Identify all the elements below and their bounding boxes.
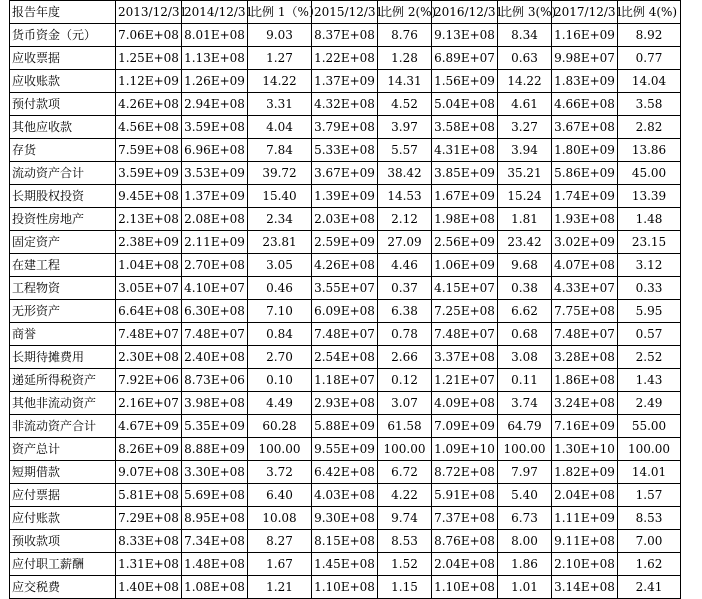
value-cell: 3.07 <box>378 392 432 415</box>
value-cell: 0.11 <box>498 369 552 392</box>
table-row <box>10 24 681 47</box>
value-cell: 14.04 <box>618 70 681 93</box>
value-cell: 9.03 <box>248 24 312 47</box>
value-cell: 7.48E+07 <box>116 323 182 346</box>
value-cell: 7.84 <box>248 139 312 162</box>
value-cell: 9.13E+08 <box>432 24 498 47</box>
table-row <box>10 323 681 346</box>
value-cell: 1.30E+10 <box>552 438 618 461</box>
value-cell: 2.30E+08 <box>116 346 182 369</box>
value-cell: 7.97 <box>498 461 552 484</box>
value-cell: 4.56E+08 <box>116 116 182 139</box>
value-cell: 4.31E+08 <box>432 139 498 162</box>
table-row <box>10 47 681 70</box>
value-cell: 14.22 <box>498 70 552 93</box>
value-cell: 9.74 <box>378 507 432 530</box>
row-label-cell: 商誉 <box>10 323 116 346</box>
value-cell: 1.31E+08 <box>116 553 182 576</box>
value-cell: 8.27 <box>248 530 312 553</box>
row-label-cell: 应收票据 <box>10 47 116 70</box>
value-cell: 1.39E+09 <box>312 185 378 208</box>
value-cell: 1.28 <box>378 47 432 70</box>
value-cell: 38.42 <box>378 162 432 185</box>
value-cell: 1.04E+08 <box>116 254 182 277</box>
value-cell: 14.01 <box>618 461 681 484</box>
value-cell: 4.09E+08 <box>432 392 498 415</box>
value-cell: 1.16E+09 <box>552 24 618 47</box>
value-cell: 2.34 <box>248 208 312 231</box>
value-cell: 1.80E+09 <box>552 139 618 162</box>
row-label-cell: 无形资产 <box>10 300 116 323</box>
row-label-cell: 非流动资产合计 <box>10 415 116 438</box>
row-label-cell: 预收款项 <box>10 530 116 553</box>
value-cell: 1.13E+08 <box>182 47 248 70</box>
value-cell: 1.08E+08 <box>182 576 248 599</box>
value-cell: 1.56E+09 <box>432 70 498 93</box>
value-cell: 8.76 <box>378 24 432 47</box>
value-cell: 5.91E+08 <box>432 484 498 507</box>
row-label-cell: 其他非流动资产 <box>10 392 116 415</box>
table-body <box>10 1 681 599</box>
value-cell: 5.04E+08 <box>432 93 498 116</box>
row-label-cell: 短期借款 <box>10 461 116 484</box>
table-row <box>10 438 681 461</box>
value-cell: 4.26E+08 <box>116 93 182 116</box>
value-cell: 7.09E+09 <box>432 415 498 438</box>
value-cell: 2.12 <box>378 208 432 231</box>
value-cell: 23.15 <box>618 231 681 254</box>
table-row <box>10 553 681 576</box>
value-cell: 1.81 <box>498 208 552 231</box>
value-cell: 1.57 <box>618 484 681 507</box>
value-cell: 3.59E+09 <box>116 162 182 185</box>
value-cell: 13.86 <box>618 139 681 162</box>
value-cell: 6.38 <box>378 300 432 323</box>
value-cell: 2.52 <box>618 346 681 369</box>
table-row <box>10 208 681 231</box>
value-cell: 4.03E+08 <box>312 484 378 507</box>
value-cell: 6.96E+08 <box>182 139 248 162</box>
value-cell: 3.30E+08 <box>182 461 248 484</box>
value-cell: 100.00 <box>378 438 432 461</box>
value-cell: 6.89E+07 <box>432 47 498 70</box>
value-cell: 2.41 <box>618 576 681 599</box>
value-cell: 23.42 <box>498 231 552 254</box>
value-cell: 1.86E+08 <box>552 369 618 392</box>
table-row <box>10 185 681 208</box>
value-cell: 1.26E+09 <box>182 70 248 93</box>
value-cell: 8.88E+09 <box>182 438 248 461</box>
table-row <box>10 346 681 369</box>
table-row <box>10 576 681 599</box>
value-cell: 5.40 <box>498 484 552 507</box>
table-row <box>10 139 681 162</box>
value-cell: 6.40 <box>248 484 312 507</box>
value-cell: 8.53 <box>618 507 681 530</box>
value-cell: 3.31 <box>248 93 312 116</box>
value-cell: 4.61 <box>498 93 552 116</box>
row-label-cell: 应交税费 <box>10 576 116 599</box>
value-cell: 0.78 <box>378 323 432 346</box>
value-cell: 0.38 <box>498 277 552 300</box>
header-cell: 2017/12/31 <box>552 1 618 24</box>
row-label-cell: 投资性房地产 <box>10 208 116 231</box>
value-cell: 3.08 <box>498 346 552 369</box>
value-cell: 7.10 <box>248 300 312 323</box>
row-label-cell: 递延所得税资产 <box>10 369 116 392</box>
value-cell: 6.64E+08 <box>116 300 182 323</box>
value-cell: 1.22E+08 <box>312 47 378 70</box>
value-cell: 5.57 <box>378 139 432 162</box>
value-cell: 1.12E+09 <box>116 70 182 93</box>
header-cell: 比例 1（%） <box>248 1 312 24</box>
value-cell: 2.04E+08 <box>552 484 618 507</box>
value-cell: 8.34 <box>498 24 552 47</box>
value-cell: 4.32E+08 <box>312 93 378 116</box>
table-row <box>10 277 681 300</box>
value-cell: 6.62 <box>498 300 552 323</box>
value-cell: 1.93E+08 <box>552 208 618 231</box>
header-cell: 2016/12/31 <box>432 1 498 24</box>
value-cell: 27.09 <box>378 231 432 254</box>
value-cell: 3.37E+08 <box>432 346 498 369</box>
value-cell: 7.16E+09 <box>552 415 618 438</box>
value-cell: 14.31 <box>378 70 432 93</box>
row-label-cell: 固定资产 <box>10 231 116 254</box>
value-cell: 3.72 <box>248 461 312 484</box>
value-cell: 1.01 <box>498 576 552 599</box>
value-cell: 1.21E+07 <box>432 369 498 392</box>
value-cell: 3.58 <box>618 93 681 116</box>
header-cell: 2013/12/31 <box>116 1 182 24</box>
value-cell: 8.33E+08 <box>116 530 182 553</box>
row-label-cell: 应付账款 <box>10 507 116 530</box>
table-row <box>10 116 681 139</box>
value-cell: 8.37E+08 <box>312 24 378 47</box>
sheet-right-border <box>680 0 681 562</box>
row-label-cell: 资产总计 <box>10 438 116 461</box>
value-cell: 1.09E+10 <box>432 438 498 461</box>
value-cell: 100.00 <box>248 438 312 461</box>
value-cell: 1.06E+09 <box>432 254 498 277</box>
value-cell: 2.03E+08 <box>312 208 378 231</box>
value-cell: 3.98E+08 <box>182 392 248 415</box>
value-cell: 1.15 <box>378 576 432 599</box>
value-cell: 3.74 <box>498 392 552 415</box>
value-cell: 35.21 <box>498 162 552 185</box>
value-cell: 2.38E+09 <box>116 231 182 254</box>
value-cell: 1.18E+07 <box>312 369 378 392</box>
value-cell: 3.85E+09 <box>432 162 498 185</box>
value-cell: 4.49 <box>248 392 312 415</box>
value-cell: 2.82 <box>618 116 681 139</box>
value-cell: 3.05 <box>248 254 312 277</box>
value-cell: 1.27 <box>248 47 312 70</box>
value-cell: 2.49 <box>618 392 681 415</box>
value-cell: 39.72 <box>248 162 312 185</box>
value-cell: 7.59E+08 <box>116 139 182 162</box>
value-cell: 3.58E+08 <box>432 116 498 139</box>
value-cell: 1.98E+08 <box>432 208 498 231</box>
value-cell: 7.25E+08 <box>432 300 498 323</box>
value-cell: 1.67 <box>248 553 312 576</box>
value-cell: 1.37E+09 <box>182 185 248 208</box>
row-label-cell: 应收账款 <box>10 70 116 93</box>
value-cell: 9.11E+08 <box>552 530 618 553</box>
value-cell: 5.33E+08 <box>312 139 378 162</box>
table-row <box>10 231 681 254</box>
value-cell: 8.76E+08 <box>432 530 498 553</box>
value-cell: 0.84 <box>248 323 312 346</box>
value-cell: 5.81E+08 <box>116 484 182 507</box>
value-cell: 2.08E+08 <box>182 208 248 231</box>
value-cell: 3.79E+08 <box>312 116 378 139</box>
value-cell: 9.98E+07 <box>552 47 618 70</box>
value-cell: 1.10E+08 <box>432 576 498 599</box>
value-cell: 1.25E+08 <box>116 47 182 70</box>
value-cell: 2.04E+08 <box>432 553 498 576</box>
value-cell: 6.09E+08 <box>312 300 378 323</box>
value-cell: 9.68 <box>498 254 552 277</box>
value-cell: 1.67E+09 <box>432 185 498 208</box>
value-cell: 100.00 <box>618 438 681 461</box>
value-cell: 4.10E+07 <box>182 277 248 300</box>
value-cell: 61.58 <box>378 415 432 438</box>
table-row <box>10 484 681 507</box>
value-cell: 3.55E+07 <box>312 277 378 300</box>
row-label-cell: 存货 <box>10 139 116 162</box>
value-cell: 1.10E+08 <box>312 576 378 599</box>
value-cell: 1.37E+09 <box>312 70 378 93</box>
table-row <box>10 530 681 553</box>
value-cell: 9.30E+08 <box>312 507 378 530</box>
value-cell: 2.93E+08 <box>312 392 378 415</box>
value-cell: 8.15E+08 <box>312 530 378 553</box>
value-cell: 3.97 <box>378 116 432 139</box>
value-cell: 6.30E+08 <box>182 300 248 323</box>
value-cell: 1.43 <box>618 369 681 392</box>
value-cell: 9.07E+08 <box>116 461 182 484</box>
row-label-cell: 流动资产合计 <box>10 162 116 185</box>
value-cell: 14.53 <box>378 185 432 208</box>
header-cell: 比例 3(%) <box>498 1 552 24</box>
value-cell: 4.26E+08 <box>312 254 378 277</box>
value-cell: 1.48 <box>618 208 681 231</box>
row-label-cell: 长期待摊费用 <box>10 346 116 369</box>
value-cell: 4.22 <box>378 484 432 507</box>
table-row <box>10 392 681 415</box>
row-label-cell: 长期股权投资 <box>10 185 116 208</box>
value-cell: 8.73E+06 <box>182 369 248 392</box>
value-cell: 7.29E+08 <box>116 507 182 530</box>
value-cell: 1.52 <box>378 553 432 576</box>
table-row <box>10 70 681 93</box>
header-cell: 比例 4(%) <box>618 1 681 24</box>
value-cell: 1.48E+08 <box>182 553 248 576</box>
value-cell: 4.52 <box>378 93 432 116</box>
table-row <box>10 507 681 530</box>
value-cell: 55.00 <box>618 415 681 438</box>
value-cell: 0.33 <box>618 277 681 300</box>
value-cell: 3.59E+08 <box>182 116 248 139</box>
table-row <box>10 162 681 185</box>
header-row <box>10 1 681 24</box>
row-label-cell: 预付款项 <box>10 93 116 116</box>
value-cell: 5.35E+09 <box>182 415 248 438</box>
value-cell: 2.13E+08 <box>116 208 182 231</box>
value-cell: 7.48E+07 <box>432 323 498 346</box>
value-cell: 0.57 <box>618 323 681 346</box>
header-cell: 比例 2(%) <box>378 1 432 24</box>
value-cell: 4.46 <box>378 254 432 277</box>
value-cell: 6.42E+08 <box>312 461 378 484</box>
value-cell: 2.70E+08 <box>182 254 248 277</box>
value-cell: 2.94E+08 <box>182 93 248 116</box>
value-cell: 8.53 <box>378 530 432 553</box>
value-cell: 1.86 <box>498 553 552 576</box>
value-cell: 2.54E+08 <box>312 346 378 369</box>
table-row <box>10 254 681 277</box>
value-cell: 3.67E+09 <box>312 162 378 185</box>
table-row <box>10 300 681 323</box>
row-label-cell: 应付票据 <box>10 484 116 507</box>
value-cell: 5.69E+08 <box>182 484 248 507</box>
value-cell: 8.92 <box>618 24 681 47</box>
value-cell: 9.45E+08 <box>116 185 182 208</box>
value-cell: 60.28 <box>248 415 312 438</box>
value-cell: 2.66 <box>378 346 432 369</box>
table-row <box>10 461 681 484</box>
value-cell: 23.81 <box>248 231 312 254</box>
value-cell: 4.15E+07 <box>432 277 498 300</box>
value-cell: 14.22 <box>248 70 312 93</box>
value-cell: 3.94 <box>498 139 552 162</box>
value-cell: 2.70 <box>248 346 312 369</box>
financial-table-sheet <box>9 0 681 599</box>
row-label-cell: 工程物资 <box>10 277 116 300</box>
value-cell: 0.68 <box>498 323 552 346</box>
balance-sheet-table <box>9 0 681 599</box>
value-cell: 2.56E+09 <box>432 231 498 254</box>
value-cell: 0.12 <box>378 369 432 392</box>
value-cell: 3.27 <box>498 116 552 139</box>
value-cell: 3.12 <box>618 254 681 277</box>
value-cell: 3.67E+08 <box>552 116 618 139</box>
value-cell: 7.48E+07 <box>552 323 618 346</box>
value-cell: 8.72E+08 <box>432 461 498 484</box>
value-cell: 5.88E+09 <box>312 415 378 438</box>
value-cell: 9.55E+09 <box>312 438 378 461</box>
value-cell: 45.00 <box>618 162 681 185</box>
value-cell: 5.95 <box>618 300 681 323</box>
value-cell: 2.40E+08 <box>182 346 248 369</box>
value-cell: 10.08 <box>248 507 312 530</box>
value-cell: 4.07E+08 <box>552 254 618 277</box>
value-cell: 4.04 <box>248 116 312 139</box>
row-label-cell: 其他应收款 <box>10 116 116 139</box>
value-cell: 7.48E+07 <box>312 323 378 346</box>
value-cell: 7.34E+08 <box>182 530 248 553</box>
table-row <box>10 369 681 392</box>
value-cell: 15.24 <box>498 185 552 208</box>
value-cell: 100.00 <box>498 438 552 461</box>
header-cell: 2015/12/31 <box>312 1 378 24</box>
value-cell: 6.72 <box>378 461 432 484</box>
value-cell: 7.06E+08 <box>116 24 182 47</box>
value-cell: 7.48E+07 <box>182 323 248 346</box>
header-cell: 报告年度 <box>10 1 116 24</box>
value-cell: 0.63 <box>498 47 552 70</box>
row-label-cell: 货币资金（元） <box>10 24 116 47</box>
value-cell: 8.01E+08 <box>182 24 248 47</box>
value-cell: 7.92E+06 <box>116 369 182 392</box>
value-cell: 0.46 <box>248 277 312 300</box>
value-cell: 1.11E+09 <box>552 507 618 530</box>
value-cell: 4.67E+09 <box>116 415 182 438</box>
value-cell: 6.73 <box>498 507 552 530</box>
value-cell: 8.95E+08 <box>182 507 248 530</box>
value-cell: 0.10 <box>248 369 312 392</box>
value-cell: 8.00 <box>498 530 552 553</box>
value-cell: 2.11E+09 <box>182 231 248 254</box>
value-cell: 13.39 <box>618 185 681 208</box>
value-cell: 1.40E+08 <box>116 576 182 599</box>
value-cell: 2.59E+09 <box>312 231 378 254</box>
value-cell: 2.16E+07 <box>116 392 182 415</box>
value-cell: 4.33E+07 <box>552 277 618 300</box>
value-cell: 3.24E+08 <box>552 392 618 415</box>
value-cell: 64.79 <box>498 415 552 438</box>
table-row <box>10 93 681 116</box>
value-cell: 7.00 <box>618 530 681 553</box>
value-cell: 3.53E+09 <box>182 162 248 185</box>
value-cell: 1.74E+09 <box>552 185 618 208</box>
value-cell: 3.02E+09 <box>552 231 618 254</box>
value-cell: 3.14E+08 <box>552 576 618 599</box>
value-cell: 5.86E+09 <box>552 162 618 185</box>
value-cell: 7.75E+08 <box>552 300 618 323</box>
value-cell: 0.37 <box>378 277 432 300</box>
value-cell: 1.82E+09 <box>552 461 618 484</box>
value-cell: 0.77 <box>618 47 681 70</box>
header-cell: 2014/12/31 <box>182 1 248 24</box>
value-cell: 2.10E+08 <box>552 553 618 576</box>
value-cell: 15.40 <box>248 185 312 208</box>
value-cell: 3.05E+07 <box>116 277 182 300</box>
value-cell: 3.28E+08 <box>552 346 618 369</box>
row-label-cell: 在建工程 <box>10 254 116 277</box>
value-cell: 4.66E+08 <box>552 93 618 116</box>
row-label-cell: 应付职工薪酬 <box>10 553 116 576</box>
table-row <box>10 415 681 438</box>
value-cell: 7.37E+08 <box>432 507 498 530</box>
value-cell: 1.21 <box>248 576 312 599</box>
value-cell: 1.62 <box>618 553 681 576</box>
value-cell: 1.45E+08 <box>312 553 378 576</box>
value-cell: 1.83E+09 <box>552 70 618 93</box>
value-cell: 8.26E+09 <box>116 438 182 461</box>
